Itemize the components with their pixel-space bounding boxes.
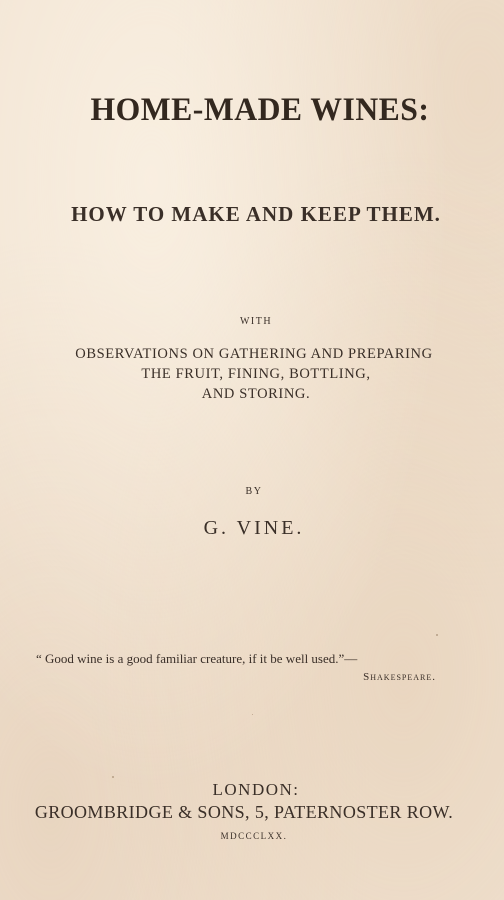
author-name: G. VINE. <box>203 517 305 539</box>
paper-speck <box>252 714 253 715</box>
observations-line-2: THE FRUIT, FINING, BOTTLING, <box>141 366 371 382</box>
paper-speck <box>112 776 114 778</box>
imprint-city: LONDON: <box>212 780 300 799</box>
imprint-year: MDCCCLXX. <box>220 831 288 841</box>
observations-line-3: AND STORING. <box>201 386 311 402</box>
epigraph-quote: “ Good wine is a good familiar creature, if it be well used.”— <box>36 651 358 666</box>
epigraph-attribution: Shakespeare. <box>363 671 436 683</box>
with-label: WITH <box>239 316 273 327</box>
by-label: BY <box>245 486 263 497</box>
observations-line-1: OBSERVATIONS ON GATHERING AND PREPARING <box>75 346 433 362</box>
imprint-publisher: GROOMBRIDGE & SONS, 5, PATERNOSTER ROW. <box>34 802 454 822</box>
book-subtitle: HOW TO MAKE AND KEEP THEM. <box>71 202 441 226</box>
book-title: HOME-MADE WINES: <box>90 92 430 128</box>
paper-speck <box>436 634 438 636</box>
